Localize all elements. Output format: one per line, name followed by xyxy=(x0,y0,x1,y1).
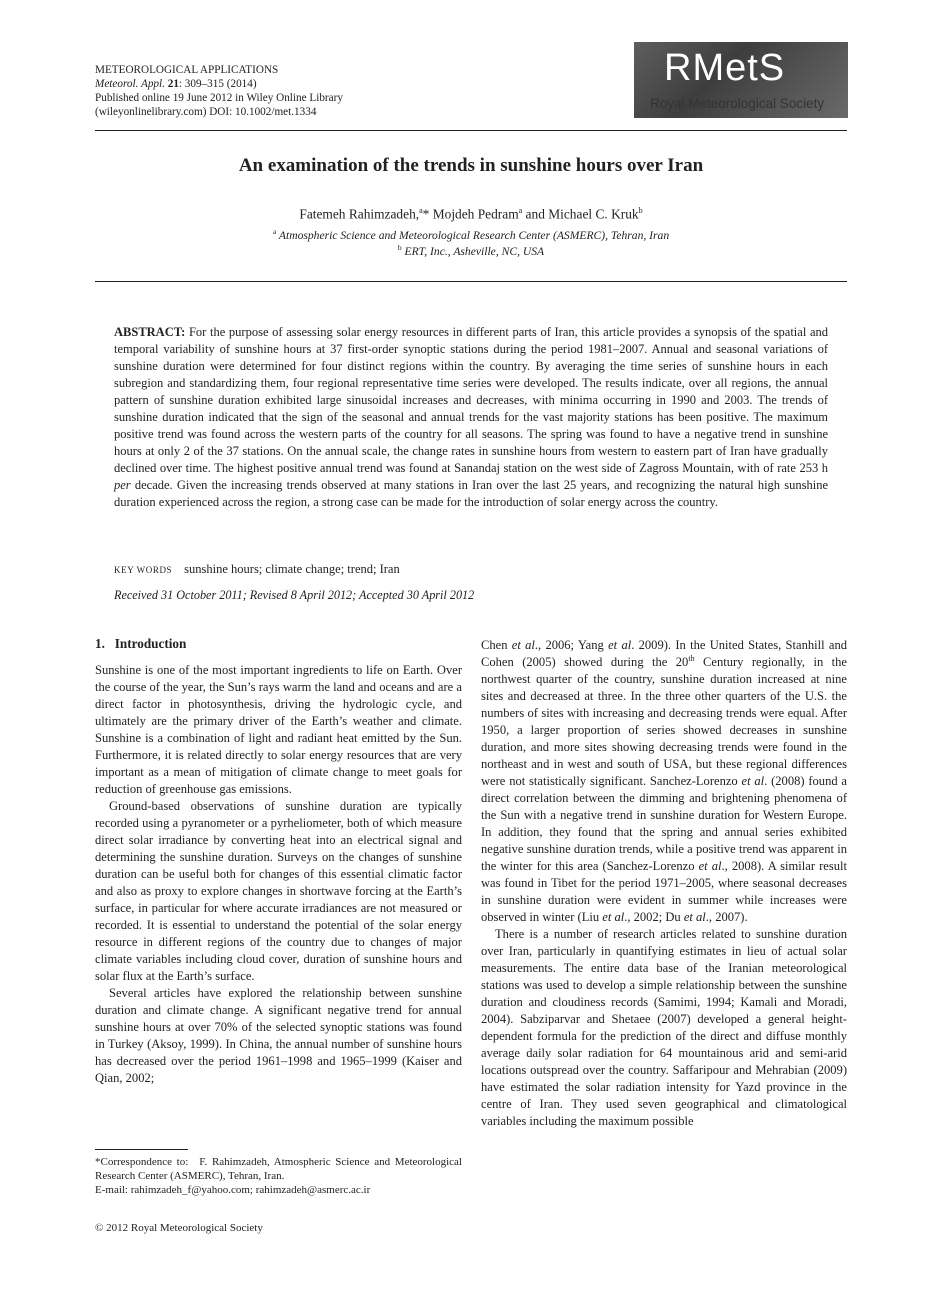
author-1-affil: a xyxy=(419,206,423,215)
journal-name: METEOROLOGICAL APPLICATIONS xyxy=(95,64,279,76)
keywords-label: KEY WORDS xyxy=(114,565,173,575)
left-column xyxy=(95,662,462,1087)
title-rule xyxy=(95,281,847,282)
copyright: © 2012 Royal Meteorological Society xyxy=(95,1222,263,1234)
keywords xyxy=(114,562,400,577)
abstract-per: per xyxy=(114,478,131,492)
footnote-rule xyxy=(95,1149,188,1150)
citation-pages: : 309–315 (2014) xyxy=(178,78,257,90)
affiliation-b xyxy=(95,243,847,258)
affil-a-text: Atmospheric Science and Meteorological Research Center (ASMERC), Tehran, Iran xyxy=(276,228,670,242)
affiliation-a xyxy=(95,227,847,242)
citation-abbrev: Meteorol. Appl. xyxy=(95,78,165,90)
abstract-text-1: For the purpose of assessing solar energy resources in different parts of Iran, this article provides a synopsis of the spatial and temporal variability of sunshine hours at 37 first-order synoptic stations during the period 1981–2007. Annual and seasonal variations of sunshine duration were determined for four distinct regions within the country. By averaging the time series of sunshine hours in each subregion and standardizing them, four regional representative time series were developed. The results indicate, over all regions, the annual pattern of sunshine duration exhibited large sinusoidal increases and decreases, with minima occurring in 1990 and 2003. The trends of sunshine duration indicated that the sign of the seasonal and annual trends for the vast majority stations has been positive. The maximum positive trend was found across the western parts of the country for all seasons. The spring was found to have a negative trend in sunshine hours at only 2 of the 37 stations. On the annual scale, the change rates in sunshine hours from western to eastern part of Iran have gradually declined over time. The highest positive annual trend was found at Sanandaj station on the west side of Zagross Mountain, with of rate 253 h xyxy=(114,325,828,475)
section-heading xyxy=(95,636,186,652)
abstract-text-2: decade. Given the increasing trends observed at many stations in Iran over the last 25 years, and recognizing the natural high sunshine duration experienced across the region, a strong case can be made for the introduction of solar energy across the country. xyxy=(114,478,828,509)
header-rule xyxy=(95,130,847,131)
author-list xyxy=(95,206,847,222)
text-run: ., 2002; Du xyxy=(624,910,684,924)
right-column xyxy=(481,637,847,1130)
text-run: . 2009). In the United States, Stanhill and Cohen (2005) showed during the 20 xyxy=(481,638,847,669)
logo-subtitle: Royal Meteorological Society xyxy=(650,96,825,111)
text-run: ., 2008). A similar result was found in Tibet for the period 1971–2005, where seasonal decreases in sunshine duration were evident in summer while increases were observed in winter (Liu xyxy=(481,859,847,924)
text-run: . (2008) found a direct correlation between the dimming and brightening phenomena of the Sun with a negative trend in sunshine duration for Western Europe. In addition, they found that the spring and annual series exhibited negative sunshine duration trends, while a positive trend was apparent in the winter for this area (Sanchez-Lorenzo xyxy=(481,774,848,873)
superscript-th: th xyxy=(688,653,695,663)
keywords-text: sunshine hours; climate change; trend; Iran xyxy=(184,562,400,576)
paragraph: There is a number of research articles related to sunshine duration over Iran, particularly in quantifying estimates in lieu of actual solar measurements. The entire data base of the Iranian meteorological stations was used to develop a simple relationship between the sunshine duration and cloudiness records (Samimi, 1994; Kamali and Moradi, 2004). Sabziparvar and Shetaee (2007) developed a general height-dependent formula for the prediction of the direct and diffuse monthly average daily solar radiation for 64 mountainous arid and semi-arid locations outspread over the country. Saffaripour and Mehrabian (2009) have estimated the solar radiation intensity for Yazd province in the centre of Iran. They used seven geographical and climatological variables including the maximum possible xyxy=(481,927,847,1128)
text-run: Century regionally, in the northwest quarter of the country, sunshine duration increased at nine sites and decreased at three. In the three other quarters of the U.S. the numbers of sites with increasing and decreasing trends were equal. After 1950, a larger proportion of series showed decreases in sunshine duration, and more sites showing decreasing trends were found in the northeast and in west and south of USA, but these regional differences were not statistically significant. Sanchez-Lorenzo xyxy=(481,655,848,788)
paragraph xyxy=(481,637,847,926)
published-line: Published online 19 June 2012 in Wiley Online Library xyxy=(95,92,343,104)
abstract-label: ABSTRACT: xyxy=(114,325,186,339)
article-title: An examination of the trends in sunshine hours over Iran xyxy=(238,155,704,176)
citation-volume: 21 xyxy=(167,78,179,90)
author-2: Mojdeh Pedram xyxy=(429,206,519,222)
et-al: et al xyxy=(511,638,535,652)
et-al: et al xyxy=(683,910,706,924)
received-dates: Received 31 October 2011; Revised 8 April 2012; Accepted 30 April 2012 xyxy=(114,588,475,602)
paragraph: Sunshine is one of the most important ingredients to life on Earth. Over the course of the year, the Sun’s rays warm the land and oceans and are a direct factor in photosynthesis, driving the hydrologic cycle, and ultimately are the primary driver of the Earth’s weather and climate. Sunshine is a combination of light and radiant heat emitted by the Sun. Furthermore, it is related directly to solar energy resources that are very important as a mean of mitigation of climate change to meet goals for reduction of greenhouse gas emissions. xyxy=(95,663,462,796)
et-al: et al xyxy=(602,910,625,924)
author-3-affil: b xyxy=(638,206,643,215)
paragraph: Several articles have explored the relationship between sunshine duration and climate change. A significant negative trend for annual sunshine hours at over 70% of the selected synoptic stations was found in Turkey (Aksoy, 1999). In China, the annual number of sunshine hours has decreased over the period 1961–1998 and 1965–1999 (Kaiser and Qian, 2002; xyxy=(95,986,462,1085)
logo-text: RMetS xyxy=(664,47,786,89)
section-number: 1. xyxy=(95,636,105,651)
paragraph: Ground-based observations of sunshine duration are typically recorded using a pyranometer or a pyrheliometer, both of which measure direct solar irradiance by converting heat into an electrical signal and determining the sunshine duration. Surveys on the changes of sunshine duration can be useful both for changes of this essential climatic factor and also as proxy to explore changes in shortwave forcing at the Earth’s surface, in particular for where accurate irradiances are not measured or recorded. It is essential to understand the potential of the solar energy resource in different regions of the country due to changes of major climate variables including cloud cover, duration of sunshine hours and solar flux at the Earth’s surface. xyxy=(95,799,462,983)
text-run: ., 2006; Yang xyxy=(534,638,609,652)
affil-a-sup: a xyxy=(272,227,277,236)
et-al: et al xyxy=(698,859,722,873)
doi-line: (wileyonlinelibrary.com) DOI: 10.1002/met.1334 xyxy=(95,106,317,118)
email: E-mail: rahimzadeh_f@yahoo.com; rahimzadeh@asmerc.ac.ir xyxy=(95,1184,371,1196)
abstract xyxy=(114,324,828,511)
author-2-affil: a xyxy=(518,206,523,215)
affil-b-text: ERT, Inc., Asheville, NC, USA xyxy=(401,244,545,258)
text-run: ., 2007). xyxy=(705,910,748,924)
et-al: et al xyxy=(608,638,632,652)
author-3: and Michael C. Kruk xyxy=(522,206,639,222)
affil-b-sup: b xyxy=(397,243,402,252)
correspondence: *Correspondence to: F. Rahimzadeh, Atmospheric Science and Meteorological Research Center (ASMERC), Tehran, Iran. xyxy=(95,1156,462,1182)
corresponding-star: * xyxy=(422,206,430,222)
et-al: et al xyxy=(741,774,765,788)
footnote xyxy=(95,1155,462,1197)
section-title: Introduction xyxy=(114,636,187,651)
author-1: Fatemeh Rahimzadeh, xyxy=(299,206,420,222)
text-run: Chen xyxy=(481,638,512,652)
citation xyxy=(95,77,257,91)
